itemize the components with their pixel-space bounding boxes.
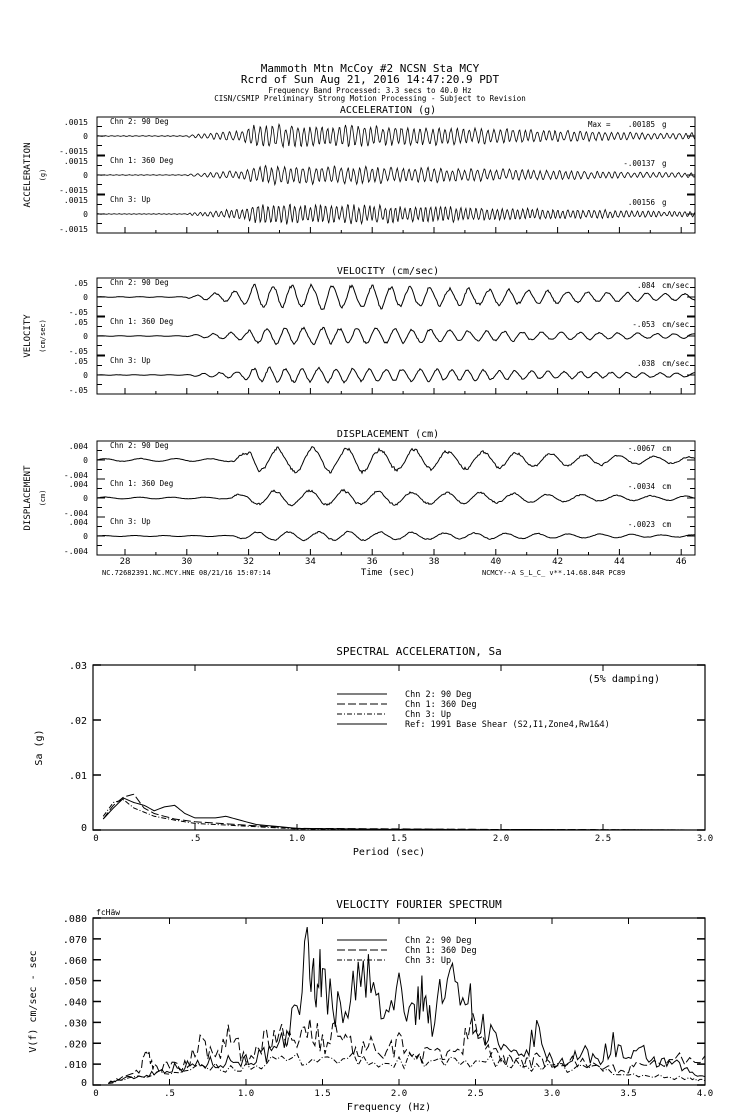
x-tick-label: 2.0 — [390, 1089, 408, 1099]
y-tick-label: -.0015 — [59, 225, 88, 234]
channel-trace-group — [64, 517, 695, 556]
x-tick-label: 32 — [243, 557, 255, 567]
footer-record-id: NC.72682391.NC.MCY.HNE 08/21/16 15:07:14 — [102, 569, 271, 577]
channel-trace-group — [69, 356, 695, 395]
header — [214, 62, 526, 103]
peak-unit: cm — [662, 482, 672, 491]
channel-label: Chn 3: Up — [110, 517, 151, 526]
x-tick-label: 38 — [428, 557, 440, 567]
fourier-chart — [28, 898, 713, 1113]
y-tick-label: .05 — [73, 357, 88, 366]
chart-title: SPECTRAL ACCELERATION, Sa — [336, 645, 502, 658]
y-tick-label: .0015 — [63, 196, 88, 205]
y-tick-label: .05 — [73, 279, 88, 288]
peak-value: -.0023 — [627, 520, 655, 529]
peak-unit: cm/sec — [662, 281, 690, 290]
peak-value: -.00137 — [623, 159, 655, 168]
y-axis-label: Sa (g) — [34, 729, 45, 766]
channel-label: Chn 1: 360 Deg — [110, 317, 174, 326]
sa-chart — [34, 645, 713, 858]
time-history-panel-acceleration — [23, 105, 695, 234]
y-tick-label: .05 — [73, 318, 88, 327]
channel-label: Chn 1: 360 Deg — [110, 479, 174, 488]
peak-value: -.053 — [632, 320, 655, 329]
y-tick-label: 0 — [80, 823, 87, 834]
channel-trace-group — [64, 441, 695, 480]
channel-label: Chn 2: 90 Deg — [110, 117, 169, 126]
legend-entry: Chn 2: 90 Deg — [405, 936, 472, 946]
y-tick-label: .02 — [68, 716, 87, 727]
x-tick-label: 1.0 — [237, 1089, 255, 1099]
y-tick-label: 0 — [83, 532, 88, 541]
y-tick-label: .01 — [68, 771, 87, 782]
channel-trace-group — [69, 317, 695, 356]
x-tick-label: 2.0 — [492, 834, 510, 844]
waveform-trace — [97, 166, 695, 185]
channel-trace-group — [64, 479, 695, 518]
x-tick-label: .5 — [189, 834, 201, 844]
y-tick-label: -.0015 — [59, 147, 88, 156]
y-tick-label: .03 — [68, 661, 87, 672]
panel-yunits: (cm) — [39, 489, 47, 507]
peak-unit: g — [662, 198, 667, 207]
peak-unit: g — [662, 120, 667, 129]
y-tick-label: -.004 — [63, 547, 88, 556]
waveform-trace — [97, 490, 695, 506]
time-axis-label: Time (sec) — [360, 568, 416, 578]
footer-processing-id: NCMCY--A S_L_C_ v**.14.68.84R PC89 — [482, 569, 626, 577]
header-band: Frequency Band Processed: 3.3 secs to 40.0 Hz — [268, 86, 472, 95]
channel-trace-group — [59, 156, 695, 195]
waveform-trace — [97, 531, 695, 540]
y-tick-label: .0015 — [63, 157, 88, 166]
series-line — [103, 800, 705, 830]
waveform-trace — [97, 204, 695, 224]
legend-entry: Chn 1: 360 Deg — [405, 946, 477, 956]
peak-unit: cm — [662, 520, 672, 529]
x-tick-label: 3.0 — [696, 834, 714, 844]
y-tick-label: 0 — [83, 293, 88, 302]
panel-title: VELOCITY (cm/sec) — [336, 266, 440, 277]
x-tick-label: 2.5 — [594, 834, 612, 844]
y-tick-label: 0 — [83, 456, 88, 465]
damping-note: (5% damping) — [587, 674, 660, 685]
legend-entry: Chn 2: 90 Deg — [405, 690, 472, 700]
x-tick-label: 3.5 — [620, 1089, 637, 1099]
series-line — [108, 1013, 705, 1083]
x-tick-label: 40 — [490, 557, 502, 567]
y-tick-label: .010 — [62, 1060, 87, 1072]
x-axis-label: Period (sec) — [352, 847, 426, 858]
time-history-panel-velocity — [23, 266, 695, 395]
legend-entry: Chn 3: Up — [405, 710, 452, 720]
legend-entry: Chn 3: Up — [405, 956, 452, 966]
y-tick-label: -.05 — [68, 347, 88, 356]
x-tick-label: 0 — [93, 1089, 99, 1099]
y-tick-label: .050 — [62, 976, 87, 988]
peak-unit: cm/sec — [662, 359, 690, 368]
channel-label: Chn 3: Up — [110, 195, 151, 204]
x-tick-label: 30 — [181, 557, 193, 567]
peak-unit: cm/sec — [662, 320, 690, 329]
y-tick-label: .070 — [62, 934, 87, 946]
peak-value: .00156 — [627, 198, 655, 207]
y-tick-label: .030 — [62, 1018, 87, 1030]
channel-label: Chn 2: 90 Deg — [110, 441, 169, 450]
x-tick-label: 3.0 — [543, 1089, 561, 1099]
y-tick-label: .004 — [68, 518, 88, 527]
x-tick-label: 44 — [613, 557, 625, 567]
y-tick-label: 0 — [83, 332, 88, 341]
series-line — [103, 794, 705, 830]
x-tick-label: .5 — [164, 1089, 175, 1099]
channel-label: Chn 1: 360 Deg — [110, 156, 174, 165]
y-tick-label: .020 — [62, 1039, 87, 1051]
peak-value: .084 — [636, 281, 655, 290]
chart-title: VELOCITY FOURIER SPECTRUM — [336, 898, 502, 911]
panel-frame — [97, 441, 695, 555]
x-tick-label: 1.5 — [314, 1089, 331, 1099]
peak-value: -.0034 — [627, 482, 655, 491]
x-tick-label: 4.0 — [696, 1089, 714, 1099]
legend-entry: Chn 1: 360 Deg — [405, 700, 477, 710]
channel-label: Chn 3: Up — [110, 356, 151, 365]
channel-trace-group — [59, 117, 695, 156]
y-tick-label: 0 — [83, 371, 88, 380]
y-axis-label: V(f) cm/sec - sec — [28, 950, 39, 1053]
x-tick-label: 46 — [675, 557, 687, 567]
x-tick-label: 36 — [366, 557, 378, 567]
x-tick-label: 1.5 — [390, 834, 408, 844]
plot-frame — [93, 665, 705, 830]
y-tick-label: .040 — [62, 997, 87, 1009]
x-tick-label: 42 — [552, 557, 564, 567]
x-tick-label: 1.0 — [288, 834, 306, 844]
y-tick-label: .060 — [62, 955, 87, 967]
y-tick-label: -.004 — [63, 509, 88, 518]
y-tick-label: 0 — [80, 1078, 87, 1089]
header-station: Mammoth Mtn McCoy #2 NCSN Sta MCY — [260, 62, 480, 75]
y-tick-label: .0015 — [63, 118, 88, 127]
panel-ylabel: ACCELERATION — [23, 142, 33, 208]
peak-value: .038 — [636, 359, 655, 368]
y-tick-label: .080 — [62, 914, 87, 925]
panel-yunits: (g) — [39, 168, 47, 182]
y-tick-label: -.05 — [68, 308, 88, 317]
series-line — [103, 798, 705, 830]
y-tick-label: 0 — [83, 210, 88, 219]
channel-label: Chn 2: 90 Deg — [110, 278, 169, 287]
corner-label: fcHäw — [96, 908, 121, 917]
x-tick-label: 34 — [304, 557, 316, 567]
panel-ylabel: VELOCITY — [23, 314, 33, 358]
legend-entry: Ref: 1991 Base Shear (S2,I1,Zone4,Rw1&4) — [405, 720, 610, 730]
y-tick-label: .004 — [68, 442, 88, 451]
peak-value: -.0067 — [627, 444, 655, 453]
panel-yunits: (cm/sec) — [39, 319, 47, 353]
header-disclaimer: CISN/CSMIP Preliminary Strong Motion Processing - Subject to Revision — [214, 94, 526, 103]
y-tick-label: 0 — [83, 171, 88, 180]
x-axis-label: Frequency (Hz) — [346, 1102, 432, 1113]
peak-value: .00185 — [627, 120, 655, 129]
header-record: Rcrd of Sun Aug 21, 2016 14:47:20.9 PDT — [240, 73, 500, 86]
panel-ylabel: DISPLACEMENT — [23, 465, 33, 531]
y-tick-label: 0 — [83, 494, 88, 503]
waveform-trace — [97, 447, 695, 474]
peak-unit: cm — [662, 444, 672, 453]
waveform-trace — [97, 367, 695, 383]
x-tick-label: 28 — [119, 557, 131, 567]
waveform-trace — [97, 284, 695, 309]
time-history-panel-displacement — [23, 429, 695, 556]
y-tick-label: -.0015 — [59, 186, 88, 195]
footer — [102, 568, 625, 578]
waveform-trace — [97, 327, 695, 344]
peak-unit: g — [662, 159, 667, 168]
x-tick-label: 2.5 — [467, 1089, 484, 1099]
y-tick-label: 0 — [83, 132, 88, 141]
y-tick-label: -.05 — [68, 386, 88, 395]
x-tick-label: 0 — [93, 834, 99, 844]
y-tick-label: -.004 — [63, 471, 88, 480]
panel-title: DISPLACEMENT (cm) — [336, 429, 440, 440]
channel-trace-group — [69, 278, 695, 317]
y-tick-label: .004 — [68, 480, 88, 489]
panel-title: ACCELERATION (g) — [339, 105, 437, 116]
channel-trace-group — [59, 195, 695, 234]
max-label: Max = — [588, 120, 611, 129]
